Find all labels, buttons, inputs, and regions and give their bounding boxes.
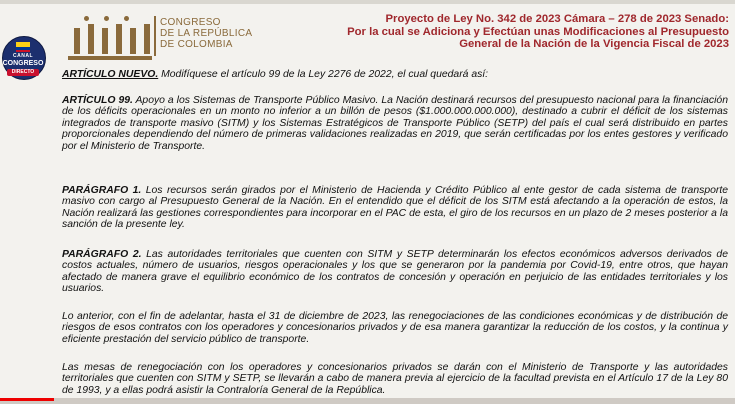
channel-small-label: CANAL xyxy=(13,53,33,59)
channel-main-label: CONGRESO xyxy=(2,60,44,67)
intro-paragraph xyxy=(62,69,728,80)
bill-title-line-2: Por la cual se Adiciona y Efectúan unas Modificaciones al Presupuesto xyxy=(347,25,729,38)
congress-logo-text xyxy=(160,17,252,50)
congress-logo-icon xyxy=(68,16,152,60)
paragraph-2 xyxy=(62,249,728,295)
canal-congreso-badge xyxy=(0,36,45,88)
article-99-paragraph xyxy=(62,95,728,152)
logo-line-3: DE COLOMBIA xyxy=(160,39,233,50)
paragraph-2-text: Las autoridades territoriales que cuenten con SITM y SETP determinarán los efectos económicos adversos derivados de costos actuales, número de usuarios, riesgos operacionales y los que se generaron por la pandemia por Covid-19, entre otros, que hayan afectado de manera grave el equilibrio económico de los contratos de concesión y operación en perjuicio de las entidades territoriales y los usuarios. xyxy=(62,249,728,295)
video-progress xyxy=(0,398,54,401)
logo-line-1: CONGRESO xyxy=(160,17,221,28)
paragraph-3: Lo anterior, con el fin de adelantar, hasta el 31 de diciembre de 2023, las renegociaciones de las condiciones económicas y de distribución de riesgos de esos contratos con los operadores y concesionarios privados y de esa manera garantizar la reducción de los costos, y la continua y eficiente prestación del servicio público de transporte. xyxy=(62,311,728,345)
intro-text: Modifíquese el artículo 99 de la Ley 2276 de 2022, el cual quedará así: xyxy=(161,69,489,80)
intro-label: ARTÍCULO NUEVO. xyxy=(62,69,159,80)
article-99-text: Apoyo a los Sistemas de Transporte Público Masivo. La Nación destinará recursos del presupuesto nacional para la financiación de los déficits operacionales en un monto no inferior a un billón de pesos ($1.000.000.000.000), destinado a cubrir el déficit de los sistemas integrados de transporte masivo (SITM) y los Sistemas Estratégicos de Transporte Público (SETP) del país el cual será distribuido en partes proporcionales dependiendo del número de primeras validaciones realizadas en 2019, que serán certificadas por los entes gestores y verificado por el Ministerio de Transporte. xyxy=(62,95,728,152)
paragraph-2-label: PARÁGRAFO 2. xyxy=(62,249,142,260)
article-99-label: ARTÍCULO 99. xyxy=(62,95,133,106)
live-badge: DIRECTO xyxy=(7,69,39,76)
bill-title xyxy=(269,13,729,51)
paragraph-4: Las mesas de renegociación con los operadores y concesionarios privados se darán con el Ministerio de Transporte y las autoridades territoriales que cuenten con SITM y SETP, se llevarán a cabo de manera previa al ejercicio de la facultad prevista en el Artículo 17 de la Ley 80 de 1993, y a ellas podrá asistir la Contraloría General de la República. xyxy=(62,362,728,396)
paragraph-1 xyxy=(62,185,728,231)
paragraph-1-text: Los recursos serán girados por el Ministerio de Hacienda y Crédito Público al ente gestor de cada sistema de transporte masivo con cargo al Presupuesto General de la Nación. En el entendido que el déficit de los SITM está afectando a la operación de estos, la Nación realizará las gestiones correspondientes para incorporar en el PAC de esta, el giro de los recursos en un plazo de 2 meses posterior a la sanción de la presente ley. xyxy=(62,185,728,231)
logo-divider xyxy=(154,16,156,56)
bill-title-line-3: General de la Nación de la Vigencia Fiscal de 2023 xyxy=(459,38,729,50)
logo-line-2: DE LA REPÚBLICA xyxy=(160,28,253,39)
header xyxy=(0,4,735,62)
video-timeline[interactable] xyxy=(0,398,735,404)
paragraph-1-label: PARÁGRAFO 1. xyxy=(62,185,142,196)
bill-title-line-1: Proyecto de Ley No. 342 de 2023 Cámara – 278 de 2023 Senado: xyxy=(385,13,729,25)
colombia-flag-icon xyxy=(16,42,30,52)
